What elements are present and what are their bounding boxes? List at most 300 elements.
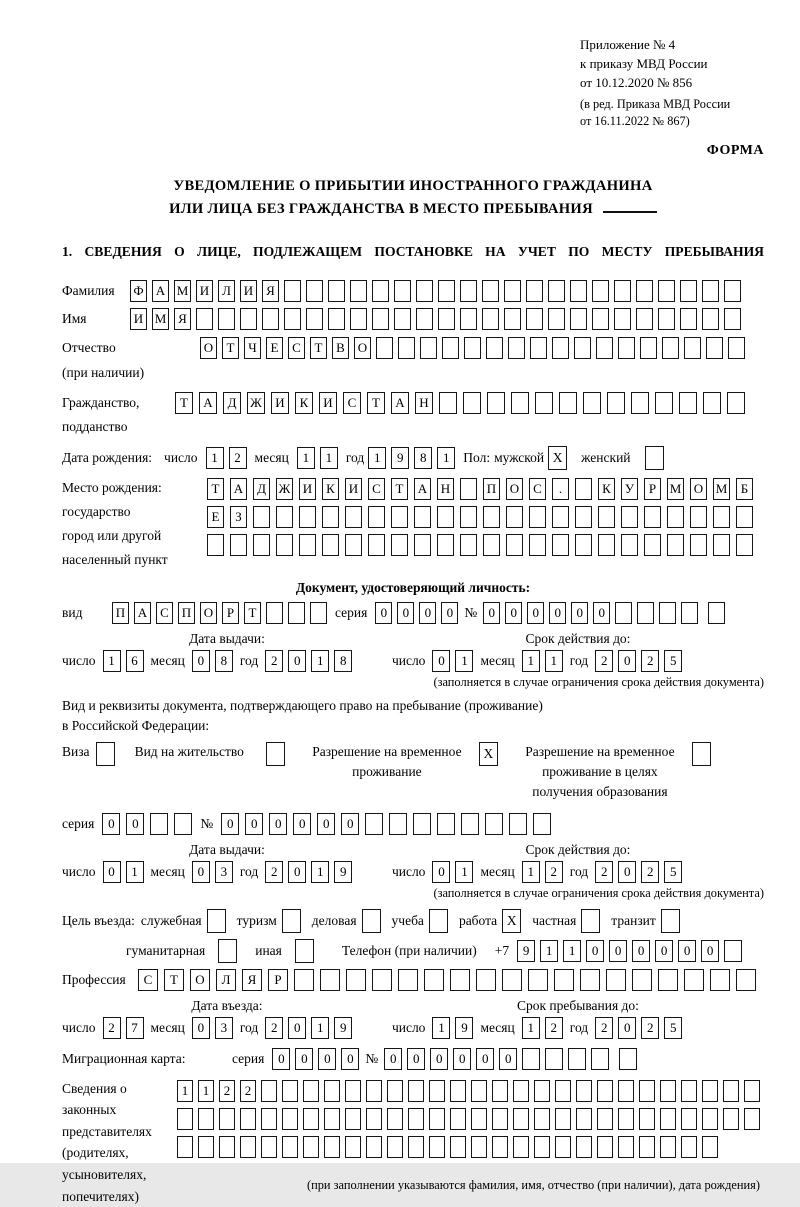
form-cell[interactable]: О — [200, 337, 217, 359]
form-cell[interactable]: 1 — [320, 447, 338, 469]
form-cell[interactable] — [529, 534, 546, 556]
form-cell[interactable] — [702, 1080, 718, 1102]
form-cell[interactable] — [570, 308, 587, 330]
form-cell[interactable] — [552, 534, 569, 556]
form-cell[interactable]: 1 — [522, 1017, 540, 1039]
form-cell[interactable] — [513, 1080, 529, 1102]
form-cell[interactable] — [303, 1080, 319, 1102]
form-cell[interactable] — [261, 1136, 277, 1158]
form-cell[interactable]: 0 — [341, 1048, 359, 1070]
form-cell[interactable]: С — [288, 337, 305, 359]
form-cell[interactable]: 0 — [476, 1048, 494, 1070]
form-cell[interactable] — [322, 534, 339, 556]
form-cell[interactable] — [471, 1080, 487, 1102]
form-cell[interactable] — [324, 1080, 340, 1102]
form-cell[interactable] — [545, 1048, 563, 1070]
form-cell[interactable] — [266, 602, 283, 624]
form-cell[interactable]: У — [621, 478, 638, 500]
form-cell[interactable] — [710, 969, 730, 991]
form-cell[interactable] — [219, 1136, 235, 1158]
form-cell[interactable] — [533, 813, 551, 835]
form-cell[interactable] — [504, 308, 521, 330]
form-cell[interactable] — [303, 1136, 319, 1158]
form-cell[interactable]: 8 — [414, 447, 432, 469]
form-cell[interactable]: Н — [415, 392, 433, 414]
form-cell[interactable]: 0 — [288, 861, 306, 883]
form-cell[interactable]: И — [240, 280, 257, 302]
form-cell[interactable]: Т — [207, 478, 224, 500]
form-cell[interactable] — [442, 337, 459, 359]
form-cell[interactable] — [414, 506, 431, 528]
form-cell[interactable] — [450, 1108, 466, 1130]
form-cell[interactable] — [660, 1108, 676, 1130]
form-cell[interactable] — [461, 813, 479, 835]
form-cell[interactable]: 0 — [288, 1017, 306, 1039]
form-cell[interactable] — [460, 308, 477, 330]
sex-female-checkbox[interactable] — [645, 446, 664, 470]
form-cell[interactable] — [621, 534, 638, 556]
form-cell[interactable] — [552, 337, 569, 359]
form-cell[interactable]: 1 — [368, 447, 386, 469]
form-cell[interactable]: 0 — [527, 602, 544, 624]
form-cell[interactable]: 9 — [391, 447, 409, 469]
form-cell[interactable]: 0 — [221, 813, 239, 835]
form-cell[interactable]: О — [200, 602, 217, 624]
form-cell[interactable]: 0 — [549, 602, 566, 624]
form-cell[interactable]: 1 — [206, 447, 224, 469]
form-cell[interactable] — [555, 1108, 571, 1130]
form-cell[interactable] — [690, 534, 707, 556]
form-cell[interactable]: З — [230, 506, 247, 528]
form-cell[interactable]: Т — [175, 392, 193, 414]
form-cell[interactable] — [424, 969, 444, 991]
form-cell[interactable] — [575, 506, 592, 528]
form-cell[interactable]: 2 — [240, 1080, 256, 1102]
form-cell[interactable] — [460, 280, 477, 302]
form-cell[interactable] — [606, 969, 626, 991]
form-cell[interactable] — [659, 602, 676, 624]
purpose-business-checkbox[interactable] — [362, 909, 381, 933]
form-cell[interactable] — [614, 308, 631, 330]
form-cell[interactable] — [482, 308, 499, 330]
form-cell[interactable] — [618, 337, 635, 359]
form-cell[interactable]: Б — [736, 478, 753, 500]
form-cell[interactable] — [644, 506, 661, 528]
form-cell[interactable]: Т — [310, 337, 327, 359]
form-cell[interactable] — [230, 534, 247, 556]
form-cell[interactable] — [552, 506, 569, 528]
form-cell[interactable]: 2 — [103, 1017, 121, 1039]
purpose-work-checkbox[interactable]: X — [502, 909, 521, 933]
form-cell[interactable]: 1 — [103, 650, 121, 672]
form-cell[interactable]: Е — [207, 506, 224, 528]
form-cell[interactable] — [276, 506, 293, 528]
form-cell[interactable]: 2 — [641, 1017, 659, 1039]
form-cell[interactable] — [568, 1048, 586, 1070]
form-cell[interactable] — [736, 534, 753, 556]
form-cell[interactable]: 0 — [586, 940, 604, 962]
purpose-transit-checkbox[interactable] — [661, 909, 680, 933]
form-cell[interactable] — [570, 280, 587, 302]
form-cell[interactable] — [598, 534, 615, 556]
temp-residence-edu-checkbox[interactable] — [692, 742, 711, 766]
form-cell[interactable] — [702, 1108, 718, 1130]
form-cell[interactable] — [365, 813, 383, 835]
form-cell[interactable]: 2 — [595, 650, 613, 672]
form-cell[interactable] — [345, 506, 362, 528]
form-cell[interactable]: 0 — [419, 602, 436, 624]
form-cell[interactable]: 5 — [664, 861, 682, 883]
form-cell[interactable]: А — [134, 602, 151, 624]
form-cell[interactable]: Ж — [276, 478, 293, 500]
form-cell[interactable] — [345, 534, 362, 556]
form-cell[interactable]: 2 — [545, 1017, 563, 1039]
purpose-humanitarian-checkbox[interactable] — [218, 939, 237, 963]
form-cell[interactable]: 0 — [453, 1048, 471, 1070]
form-cell[interactable] — [450, 969, 470, 991]
form-cell[interactable] — [310, 602, 327, 624]
form-cell[interactable] — [398, 337, 415, 359]
form-cell[interactable]: 0 — [441, 602, 458, 624]
form-cell[interactable]: Я — [262, 280, 279, 302]
form-cell[interactable]: Т — [222, 337, 239, 359]
form-cell[interactable]: В — [332, 337, 349, 359]
form-cell[interactable]: П — [178, 602, 195, 624]
form-cell[interactable] — [681, 1080, 697, 1102]
form-cell[interactable] — [416, 308, 433, 330]
form-cell[interactable]: Ф — [130, 280, 147, 302]
form-cell[interactable] — [366, 1136, 382, 1158]
form-cell[interactable] — [198, 1136, 214, 1158]
form-cell[interactable] — [437, 813, 455, 835]
form-cell[interactable]: Т — [391, 478, 408, 500]
form-cell[interactable]: 1 — [297, 447, 315, 469]
form-cell[interactable] — [702, 1136, 718, 1158]
form-cell[interactable] — [486, 337, 503, 359]
form-cell[interactable] — [372, 969, 392, 991]
form-cell[interactable] — [284, 280, 301, 302]
form-cell[interactable]: Я — [174, 308, 191, 330]
form-cell[interactable]: 1 — [455, 861, 473, 883]
form-cell[interactable] — [150, 813, 168, 835]
form-cell[interactable]: Т — [367, 392, 385, 414]
form-cell[interactable]: 0 — [375, 602, 392, 624]
form-cell[interactable] — [345, 1080, 361, 1102]
form-cell[interactable] — [681, 602, 698, 624]
form-cell[interactable] — [345, 1136, 361, 1158]
form-cell[interactable] — [684, 969, 704, 991]
form-cell[interactable]: О — [506, 478, 523, 500]
form-cell[interactable] — [372, 280, 389, 302]
form-cell[interactable]: 0 — [655, 940, 673, 962]
form-cell[interactable] — [416, 280, 433, 302]
form-cell[interactable] — [509, 813, 527, 835]
form-cell[interactable] — [724, 280, 741, 302]
form-cell[interactable]: И — [299, 478, 316, 500]
form-cell[interactable] — [282, 1108, 298, 1130]
form-cell[interactable] — [576, 1136, 592, 1158]
form-cell[interactable]: 0 — [632, 940, 650, 962]
form-cell[interactable] — [207, 534, 224, 556]
form-cell[interactable]: 0 — [430, 1048, 448, 1070]
form-cell[interactable] — [728, 337, 745, 359]
form-cell[interactable] — [282, 1136, 298, 1158]
form-cell[interactable] — [619, 1048, 637, 1070]
form-cell[interactable] — [324, 1136, 340, 1158]
form-cell[interactable]: Н — [437, 478, 454, 500]
form-cell[interactable] — [438, 280, 455, 302]
form-cell[interactable]: 2 — [219, 1080, 235, 1102]
form-cell[interactable] — [528, 969, 548, 991]
form-cell[interactable]: 1 — [432, 1017, 450, 1039]
form-cell[interactable] — [394, 280, 411, 302]
form-cell[interactable]: М — [713, 478, 730, 500]
form-cell[interactable] — [485, 813, 503, 835]
temp-residence-checkbox[interactable]: X — [479, 742, 498, 766]
form-cell[interactable]: С — [529, 478, 546, 500]
form-cell[interactable]: 9 — [334, 861, 352, 883]
form-cell[interactable]: И — [271, 392, 289, 414]
form-cell[interactable] — [658, 280, 675, 302]
form-cell[interactable] — [460, 506, 477, 528]
form-cell[interactable] — [660, 1136, 676, 1158]
form-cell[interactable] — [534, 1108, 550, 1130]
form-cell[interactable] — [366, 1080, 382, 1102]
form-cell[interactable]: К — [598, 478, 615, 500]
form-cell[interactable] — [618, 1108, 634, 1130]
form-cell[interactable] — [655, 392, 673, 414]
visa-checkbox[interactable] — [96, 742, 115, 766]
form-cell[interactable] — [583, 392, 601, 414]
form-cell[interactable] — [387, 1136, 403, 1158]
form-cell[interactable] — [294, 969, 314, 991]
form-cell[interactable] — [391, 506, 408, 528]
form-cell[interactable]: С — [343, 392, 361, 414]
form-cell[interactable] — [667, 534, 684, 556]
form-cell[interactable] — [198, 1108, 214, 1130]
form-cell[interactable] — [350, 308, 367, 330]
form-cell[interactable] — [322, 506, 339, 528]
form-cell[interactable] — [644, 534, 661, 556]
form-cell[interactable]: К — [322, 478, 339, 500]
form-cell[interactable] — [460, 478, 477, 500]
form-cell[interactable] — [219, 1108, 235, 1130]
form-cell[interactable]: 0 — [483, 602, 500, 624]
form-cell[interactable]: 2 — [229, 447, 247, 469]
form-cell[interactable] — [618, 1136, 634, 1158]
sex-male-checkbox[interactable]: X — [548, 446, 567, 470]
form-cell[interactable] — [596, 337, 613, 359]
form-cell[interactable] — [526, 308, 543, 330]
form-cell[interactable]: 0 — [593, 602, 610, 624]
form-cell[interactable] — [658, 969, 678, 991]
form-cell[interactable] — [218, 308, 235, 330]
form-cell[interactable]: И — [345, 478, 362, 500]
form-cell[interactable]: 0 — [571, 602, 588, 624]
form-cell[interactable] — [615, 602, 632, 624]
form-cell[interactable] — [554, 969, 574, 991]
form-cell[interactable]: 0 — [103, 861, 121, 883]
form-cell[interactable] — [607, 392, 625, 414]
form-cell[interactable]: О — [690, 478, 707, 500]
form-cell[interactable] — [679, 392, 697, 414]
form-cell[interactable] — [513, 1136, 529, 1158]
form-cell[interactable] — [387, 1080, 403, 1102]
form-cell[interactable] — [632, 969, 652, 991]
form-cell[interactable]: Е — [266, 337, 283, 359]
form-cell[interactable] — [598, 506, 615, 528]
form-cell[interactable]: 2 — [641, 861, 659, 883]
form-cell[interactable] — [306, 280, 323, 302]
form-cell[interactable] — [660, 1080, 676, 1102]
form-cell[interactable] — [723, 1108, 739, 1130]
form-cell[interactable] — [492, 1108, 508, 1130]
form-cell[interactable] — [174, 813, 192, 835]
purpose-private-checkbox[interactable] — [581, 909, 600, 933]
form-cell[interactable] — [639, 1108, 655, 1130]
form-cell[interactable] — [240, 1136, 256, 1158]
form-cell[interactable] — [576, 1108, 592, 1130]
form-cell[interactable] — [408, 1136, 424, 1158]
form-cell[interactable]: 8 — [334, 650, 352, 672]
form-cell[interactable] — [690, 506, 707, 528]
form-cell[interactable]: И — [319, 392, 337, 414]
form-cell[interactable] — [408, 1108, 424, 1130]
form-cell[interactable]: С — [156, 602, 173, 624]
form-cell[interactable] — [450, 1136, 466, 1158]
form-cell[interactable] — [463, 392, 481, 414]
form-cell[interactable] — [387, 1108, 403, 1130]
form-cell[interactable] — [240, 1108, 256, 1130]
form-cell[interactable] — [636, 280, 653, 302]
form-cell[interactable] — [702, 280, 719, 302]
form-cell[interactable]: . — [552, 478, 569, 500]
form-cell[interactable]: 0 — [192, 650, 210, 672]
form-cell[interactable] — [471, 1136, 487, 1158]
form-cell[interactable]: 0 — [618, 861, 636, 883]
form-cell[interactable]: П — [112, 602, 129, 624]
form-cell[interactable]: Д — [253, 478, 270, 500]
form-cell[interactable] — [591, 1048, 609, 1070]
form-cell[interactable]: А — [199, 392, 217, 414]
form-cell[interactable]: А — [230, 478, 247, 500]
form-cell[interactable]: 0 — [269, 813, 287, 835]
form-cell[interactable]: С — [368, 478, 385, 500]
form-cell[interactable] — [575, 478, 592, 500]
form-cell[interactable] — [658, 308, 675, 330]
form-cell[interactable]: 0 — [245, 813, 263, 835]
form-cell[interactable] — [597, 1080, 613, 1102]
form-cell[interactable]: Ч — [244, 337, 261, 359]
form-cell[interactable]: 2 — [265, 1017, 283, 1039]
form-cell[interactable] — [262, 308, 279, 330]
form-cell[interactable] — [408, 1080, 424, 1102]
form-cell[interactable] — [508, 337, 525, 359]
form-cell[interactable]: 1 — [126, 861, 144, 883]
form-cell[interactable] — [736, 506, 753, 528]
form-cell[interactable] — [450, 1080, 466, 1102]
form-cell[interactable] — [492, 1080, 508, 1102]
form-cell[interactable]: Т — [244, 602, 261, 624]
form-cell[interactable] — [177, 1136, 193, 1158]
form-cell[interactable] — [530, 337, 547, 359]
form-cell[interactable] — [614, 280, 631, 302]
form-cell[interactable]: 8 — [215, 650, 233, 672]
form-cell[interactable]: 5 — [664, 1017, 682, 1039]
form-cell[interactable] — [548, 280, 565, 302]
form-cell[interactable]: 1 — [563, 940, 581, 962]
form-cell[interactable] — [534, 1136, 550, 1158]
form-cell[interactable]: 1 — [522, 861, 540, 883]
form-cell[interactable]: 0 — [499, 1048, 517, 1070]
form-cell[interactable]: 1 — [545, 650, 563, 672]
form-cell[interactable] — [394, 308, 411, 330]
form-cell[interactable] — [261, 1108, 277, 1130]
form-cell[interactable] — [288, 602, 305, 624]
form-cell[interactable] — [253, 506, 270, 528]
form-cell[interactable]: А — [414, 478, 431, 500]
form-cell[interactable] — [438, 308, 455, 330]
purpose-study-checkbox[interactable] — [429, 909, 448, 933]
form-cell[interactable] — [437, 534, 454, 556]
form-cell[interactable] — [483, 506, 500, 528]
form-cell[interactable] — [328, 308, 345, 330]
form-cell[interactable] — [637, 602, 654, 624]
form-cell[interactable] — [680, 280, 697, 302]
form-cell[interactable] — [680, 308, 697, 330]
form-cell[interactable]: 1 — [311, 650, 329, 672]
form-cell[interactable]: 9 — [334, 1017, 352, 1039]
form-cell[interactable] — [413, 813, 431, 835]
form-cell[interactable]: Ж — [247, 392, 265, 414]
form-cell[interactable]: М — [174, 280, 191, 302]
form-cell[interactable] — [429, 1080, 445, 1102]
form-cell[interactable] — [744, 1108, 760, 1130]
form-cell[interactable]: 0 — [432, 650, 450, 672]
form-cell[interactable] — [368, 534, 385, 556]
form-cell[interactable] — [366, 1108, 382, 1130]
form-cell[interactable]: 0 — [192, 1017, 210, 1039]
form-cell[interactable] — [640, 337, 657, 359]
form-cell[interactable]: Р — [644, 478, 661, 500]
form-cell[interactable] — [398, 969, 418, 991]
form-cell[interactable] — [345, 1108, 361, 1130]
form-cell[interactable] — [196, 308, 213, 330]
form-cell[interactable]: 1 — [540, 940, 558, 962]
form-cell[interactable]: А — [152, 280, 169, 302]
form-cell[interactable] — [724, 308, 741, 330]
form-cell[interactable] — [576, 1080, 592, 1102]
form-cell[interactable] — [574, 337, 591, 359]
form-cell[interactable] — [476, 969, 496, 991]
form-cell[interactable]: 0 — [192, 861, 210, 883]
form-cell[interactable] — [439, 392, 457, 414]
form-cell[interactable]: 3 — [215, 1017, 233, 1039]
form-cell[interactable] — [708, 602, 725, 624]
form-cell[interactable] — [526, 280, 543, 302]
form-cell[interactable]: 1 — [311, 1017, 329, 1039]
form-cell[interactable]: 9 — [517, 940, 535, 962]
form-cell[interactable] — [261, 1080, 277, 1102]
form-cell[interactable]: 1 — [177, 1080, 193, 1102]
form-cell[interactable] — [504, 280, 521, 302]
form-cell[interactable] — [177, 1108, 193, 1130]
form-cell[interactable] — [506, 534, 523, 556]
form-cell[interactable]: О — [354, 337, 371, 359]
form-cell[interactable]: О — [190, 969, 210, 991]
form-cell[interactable] — [506, 506, 523, 528]
form-cell[interactable] — [592, 308, 609, 330]
